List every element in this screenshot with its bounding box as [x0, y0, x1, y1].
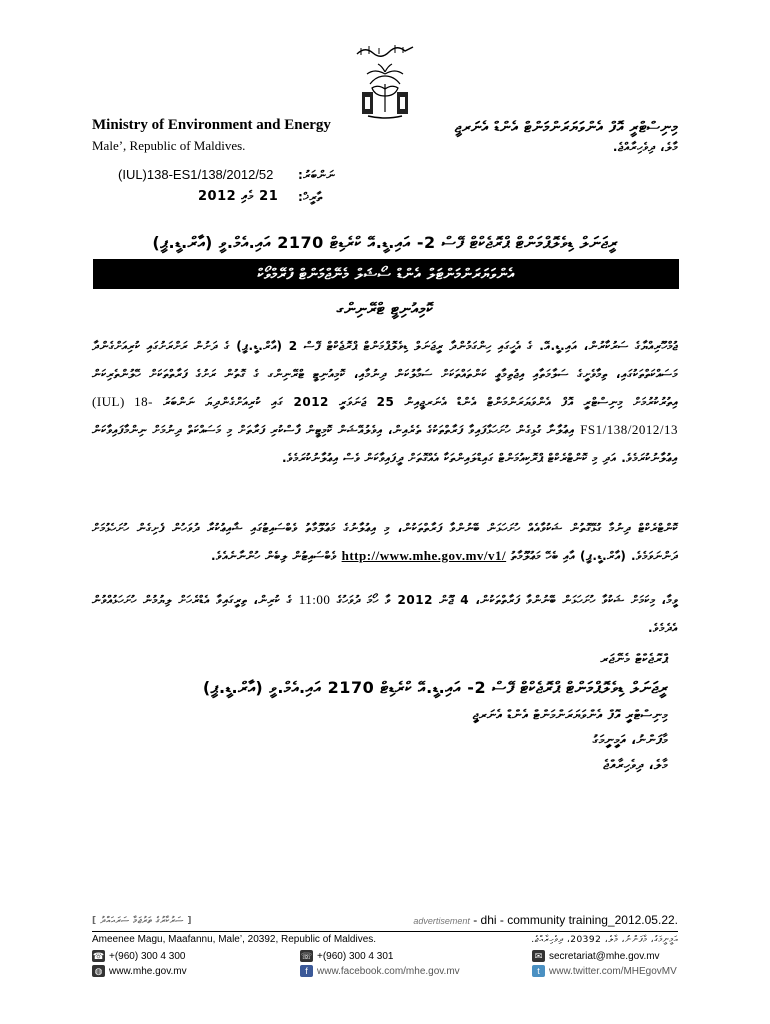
footer-divider	[92, 931, 678, 932]
phone-number-2: +(960) 300 4 301	[317, 950, 394, 962]
body-paragraph-3	[92, 586, 678, 642]
paragraph-1-reference: (IUL) 18-FS1/138/2012/13	[92, 394, 678, 437]
website-url[interactable]: www.mhe.gov.mv	[109, 965, 187, 977]
ministry-address-dhivehi: މާލެ، ދިވެހިރާއްޖެ.	[612, 140, 678, 154]
ministry-name-dhivehi: މިނިސްޓްރީ އޮފް އެންވަޔަރަންމަންޓް އެންޑް އެނަރޖީ	[454, 118, 678, 136]
phone-contact-1	[92, 950, 185, 962]
phone-number-1: +(960) 300 4 300	[109, 950, 186, 962]
advert-label: advertisement	[413, 916, 470, 926]
body-paragraph-2	[92, 514, 678, 570]
date-value: 21 މެއި 2012	[198, 189, 279, 204]
state-emblem-icon	[358, 62, 412, 120]
framework-banner	[93, 259, 679, 289]
facebook-url[interactable]: www.facebook.com/mhe.gov.mv	[317, 965, 460, 977]
body-paragraph-1	[92, 332, 678, 472]
paragraph-2-text-a: ކޮންޓްރެކްޓް ދިނުމާ ގުޅޭގޮތުން ޝަކުވާއެއް ހުށަހަޅަން ބޭނުންވާ ފަރާތްތަކުން، މި އިޢުލާނުގެ މަޢުލޫމާތު ވެބްސައިޓުގައި ޝާއިޢުކުރާ ދުވަހުން ފެށިގެން ހުށަހެޅުމަށް ދަންނަވަމެވެ. (އާރް.ޑީ.ޕީ) އާއި ބެހޭ މަޢުލޫމާތު	[92, 521, 678, 563]
footer-tag: [ ސަރުކާރުގެ ތަރުޖަމާ ސަރަޙައްދު ]	[92, 916, 192, 926]
email-icon: ✉	[532, 950, 545, 962]
advert-text: - dhi - community training_2012.05.22.	[473, 913, 678, 927]
address-line-2: ރީޖަނަލް ޑިވެލޮޕްމަންޓް ޕްރޮޖެކްޓް ފޭސް 2- އައި.ޑީ.އޭ ކްރެޑިޓް 2170 އައި.އެމް.ވީ (އާރް.ޑީ.ޕީ)	[202, 678, 668, 697]
footer-address-dhivehi: އަމީނީމަގު، މާފަންނު، މާލެ، 20392، ދިވެހިރާއްޖެ.	[531, 935, 678, 945]
address-line-1: ޕްރޮޖެކްޓް މެނޭޖަރ	[600, 652, 668, 667]
paragraph-2-text-b: ވެބްސައިޓުން ލިބެން ހުންނާނެއެވެ.	[210, 549, 337, 563]
address-line-5: މާލެ، ދިވެހިރާއްޖެ	[603, 758, 668, 773]
deadline-time: 11:00	[298, 592, 331, 607]
globe-icon: ◍	[92, 965, 105, 977]
paragraph-3-text-b: ގެ ކުރިން، ތިރީގައިވާ އެޑްރެހަށް ލިޔުމުން ހުށަހަޅުއްވުން އެދެމެވެ.	[92, 593, 678, 635]
ministry-address-english: Male’, Republic of Maldives.	[92, 138, 246, 153]
footer-address-english: Ameenee Magu, Maafannu, Male’, 20392, Republic of Maldives.	[92, 934, 377, 945]
date-label: ތާރީޚް:	[298, 190, 323, 204]
phone-contact-2	[300, 950, 393, 962]
banner-text: އެންވަޔަރަންމަންޓަލް އެންޑް ސޯޝަލް މެނޭޖްމަންޓް ފްރޭމްވޯކް	[257, 265, 515, 283]
facebook-icon: f	[300, 965, 313, 977]
paragraph-3-text-a: ވީމާ، މިކަމަށް ޝަކުވާ ހުށަހަޅަން ބޭނުންވާ ފަރާތްތަކުން، 4 ޖޫން 2012 ވާ ހޯމަ ދުވަހުގެ	[336, 593, 678, 607]
fax-icon: ☏	[300, 951, 313, 961]
twitter-url[interactable]: www.twitter.com/MHEgovMV	[549, 965, 677, 977]
address-line-3: މިނިސްޓްރީ އޮފް އެންވަޔަރަންމަންޓް އެންޑް އެނަރޖީ	[472, 708, 668, 723]
email-contact	[532, 950, 660, 962]
website-link[interactable]: http://www.mhe.gov.mv/v1/	[341, 548, 507, 563]
paragraph-1-text-a: ޖުމްހޫރިއްޔާގެ ސަރުކާރުން، އައި.ޑީ.އޭ. ގެ އެހީގައި ހިންގަމުންދާ ރީޖަނަލް ޑިވެލޮޕްމަންޓް ޕްރޮޖެކްޓް ފޭސް 2 (އާރް.ޑީ.ޕީ) ގެ ދަށުން ރަށްރަށުގައި ކުރިއަށްގެންދާ މަސައްކަތްތަކުގައި، ތިމާވެށީގެ ސަލާމަތާއި އިޖުތިމާޢީ ކަންތައްތަކަށް ސަމާލުކަން ދިނުމާއި، ކޮމިއުނިޓީ ޓްރޭނިންގ ގެ ގޮތުން ރަށުގެ ފަރާތްތަކަށް ހޭލުންތެރިކަން އިތުރުކުރުމަށް މިނިސްޓްރީ އޮފް އެންވަޔަރަންމަންޓް އެންޑް އެނަރޖީއިން 25 ޖަނަވަރީ 2012 ގައި ކުރިއަށްގެންދިޔަ ނަންބަރު	[92, 339, 678, 409]
facebook-contact	[300, 965, 460, 977]
address-line-4: މާފަންނު، އަމީނީމަގު	[592, 733, 668, 748]
phone-icon: ☎	[92, 951, 105, 961]
email-address[interactable]: secretariat@mhe.gov.mv	[549, 950, 660, 962]
announcement-heading: ކޮމިއުނިޓީ ޓްރޭނިންގ	[336, 299, 434, 318]
website-contact	[92, 965, 187, 977]
basmala-calligraphy	[355, 42, 415, 58]
ministry-name-english: Ministry of Environment and Energy	[92, 117, 331, 133]
twitter-icon: t	[532, 965, 545, 977]
reference-number: (IUL)138-ES1/138/2012/52	[118, 167, 274, 182]
project-title: ރީޖަނަލް ޑިވެލޮޕްމަންޓް ޕްރޮޖެކްޓް ފޭސް 2- އައި.ޑީ.އޭ ކްރެޑިޓް 2170 އައި.އެމް.ވީ (އާރް.ޑީ.ޕީ)	[152, 233, 618, 252]
paragraph-1-text-b: އިޢުލާނާ ގުޅިގެން ހުށަހަޅާފައިވާ ފަރާތްތަކުގެ ތެރެއިން، އިވެލުއޭޝަން ކޮމިޓީން ފާސްކުރި ފަރާތަށް މި މަސައްކަތް ދިނުމަށް ނިންމާފައިވާކަން އިޢުލާނުކުރަމެވެ. އަދި މި ކޮންޓްރެކްޓް ޕްރޮކިއުމަންޓް ގައިޑްލައިންތަކާ އެއްގޮތަށް ދީފައިވާކަން ވެސް އިޢުލާނުކުރަމެވެ.	[92, 423, 678, 465]
footer-advert	[413, 913, 678, 927]
twitter-contact	[532, 965, 677, 977]
reference-label: ނަންބަރު:	[298, 168, 336, 182]
